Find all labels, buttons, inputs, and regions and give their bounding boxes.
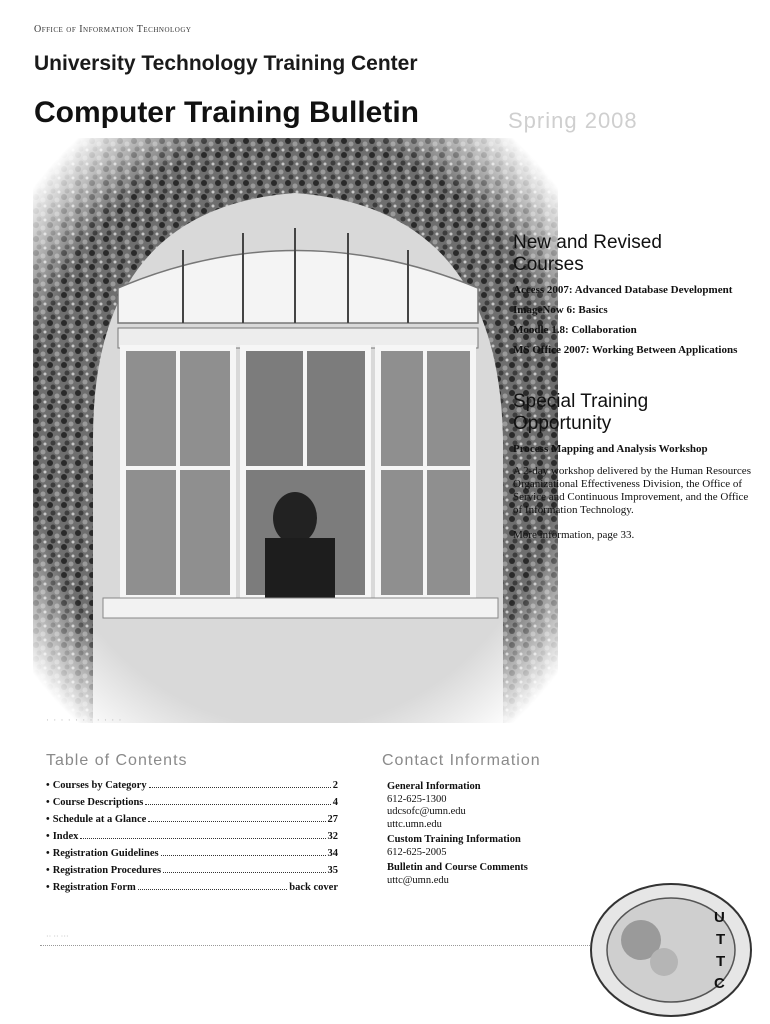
special-heading-line2: Opportunity [513,413,612,434]
toc-item-label: Registration Guidelines [52,848,159,859]
new-courses-heading-line2: Courses [513,254,584,275]
comments-email[interactable]: uttc@umn.edu [387,874,449,886]
course-item: ImageNow 6: Basics [513,304,608,316]
cover-photo [33,138,558,723]
toc-item-page: 4 [332,797,338,808]
course-item: MS Office 2007: Working Between Applications [513,344,738,356]
toc-item-page: 27 [327,814,338,825]
training-center-title: University Technology Training Center [34,52,418,75]
contact-block [387,781,617,890]
toc-item[interactable]: • Registration Form back cover [46,882,338,893]
photo-credit: · · · · · · · · · · · [46,715,123,725]
toc-item-label: Course Descriptions [52,797,144,808]
contact-heading: Contact Information [382,752,541,769]
comments-info [387,862,617,887]
custom-training-info [387,834,617,859]
toc-item[interactable]: • Index 32 [46,831,338,842]
toc-item-label: Index [52,831,79,842]
footer-mark: ·· ·· ··· [46,932,69,941]
season-label: Spring 2008 [508,108,638,133]
toc-item[interactable]: • Registration Procedures 35 [46,865,338,876]
toc-item-page: 32 [327,831,338,842]
toc-item[interactable]: • Schedule at a Glance 27 [46,814,338,825]
general-web[interactable]: uttc.umn.edu [387,818,442,830]
special-section [513,391,753,541]
more-info-link[interactable]: More information, page 33. [513,529,635,541]
toc-item-page: 35 [327,865,338,876]
svg-text:T: T [716,953,726,970]
general-info-label: General Information [387,781,481,792]
new-courses-heading [513,232,753,276]
general-info [387,781,617,831]
svg-text:U: U [714,909,725,926]
course-item: Access 2007: Advanced Database Development [513,284,733,296]
toc-item-label: Registration Form [52,882,136,893]
custom-training-label: Custom Training Information [387,834,521,845]
course-item: Moodle 1.8: Collaboration [513,324,637,336]
toc-item-label: Schedule at a Glance [52,814,147,825]
office-name: Office of Information Technology [34,24,192,35]
toc-item-page: 2 [332,780,338,791]
custom-training-phone: 612-625-2005 [387,846,447,858]
svg-text:C: C [714,975,725,992]
toc-item[interactable]: • Courses by Category 2 [46,780,338,791]
toc-item-page: 34 [327,848,338,859]
bulletin-title: Computer Training Bulletin [34,96,420,129]
toc-item[interactable]: • Registration Guidelines 34 [46,848,338,859]
toc-item-label: Courses by Category [52,780,147,791]
comments-label: Bulletin and Course Comments [387,862,528,873]
uttc-seal-logo [586,880,756,1020]
toc-item-label: Registration Procedures [52,865,162,876]
special-heading-line1: Special Training [513,391,649,412]
toc-heading: Table of Contents [46,752,188,769]
general-email[interactable]: udcsofc@umn.edu [387,806,466,817]
footer-rule [40,945,610,946]
toc-list [46,780,338,899]
sidebar [513,232,753,541]
general-phone: 612-625-1300 [387,793,447,805]
svg-text:T: T [716,931,726,948]
special-heading [513,391,753,435]
toc-item[interactable]: • Course Descriptions 4 [46,797,338,808]
workshop-description: A 2-day workshop delivered by the Human Resources Organizational Effectiveness Division, the Office of Service and Continuous Improvement, and the Office of Information Technology. [513,465,751,516]
workshop-name: Process Mapping and Analysis Workshop [513,443,708,455]
toc-item-page: back cover [289,882,338,893]
new-courses-heading-line1: New and Revised [513,232,662,253]
